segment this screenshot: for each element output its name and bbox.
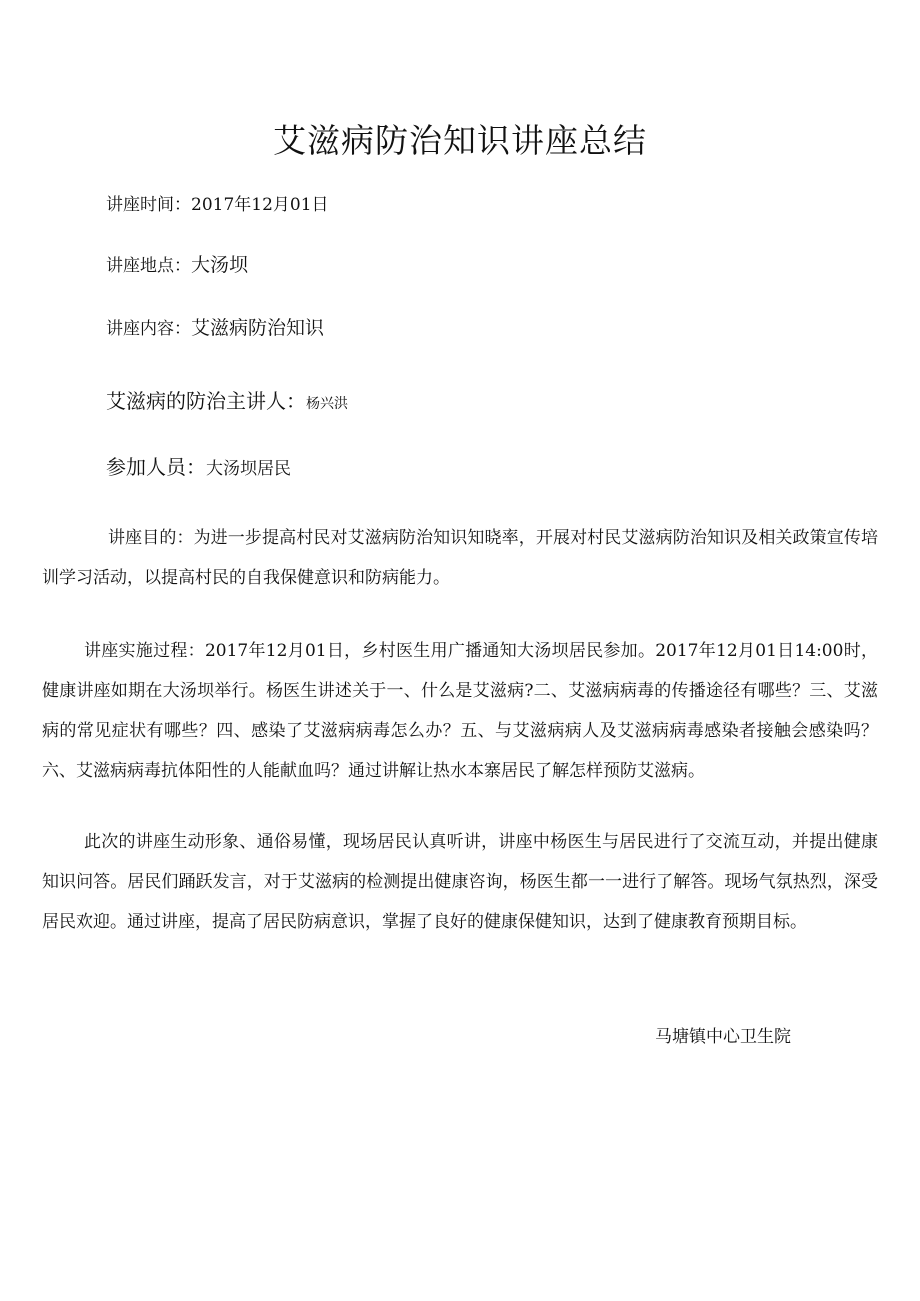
lecture-speaker-label: 艾滋病的防治主讲人： [106, 389, 306, 413]
lecture-content-value: 艾滋病防治知识 [191, 317, 325, 339]
lecture-time-value: 2017年12月01日 [191, 195, 329, 215]
signature-organization: 马塘镇中心卫生院 [655, 1027, 791, 1047]
lecture-speaker-value: 杨兴洪 [306, 396, 348, 412]
lecture-place-value: 大汤坝 [191, 254, 249, 276]
lecture-content-label: 讲座内容： [106, 319, 191, 339]
paragraph-summary: 此次的讲座生动形象、通俗易懂，现场居民认真听讲，讲座中杨医生与居民进行了交流互动，并提出健康知识问答。居民们踊跃发言，对于艾滋病的检测提出健康咨询，杨医生都一一进行了解答。现场气氛热烈，深受居民欢迎。通过讲座，提高了居民防病意识，掌握了良好的健康保健知识，达到了健康教育预期目标。 [42, 832, 878, 932]
paragraph-purpose: 讲座目的：为进一步提高村民对艾滋病防治知识知晓率，开展对村民艾滋病防治知识及相关政策宣传培训学习活动，以提高村民的自我保健意识和防病能力。 [42, 528, 878, 588]
document-title: 艾滋病防治知识讲座总结 [273, 121, 647, 160]
lecture-time-label: 讲座时间： [106, 195, 191, 215]
lecture-attendees-label: 参加人员： [106, 455, 206, 479]
lecture-attendees-value: 大汤坝居民 [206, 459, 291, 479]
lecture-attendees-line [106, 452, 291, 484]
paragraph-process: 讲座实施过程：2017年12月01日，乡村医生用广播通知大汤坝居民参加。2017年12月01日14:00时，健康讲座如期在大汤坝举行。杨医生讲述关于一、什么是艾滋病?二、艾滋病病毒的传播途径有哪些？三、艾滋病的常见症状有哪些？四、感染了艾滋病病毒怎么办？五、与艾滋病病人及艾滋病病毒感染者接触会感染吗？六、艾滋病病毒抗体阳性的人能献血吗？通过讲解让热水本寨居民了解怎样预防艾滋病。 [42, 641, 878, 781]
lecture-place-line [106, 250, 248, 281]
lecture-time-line [106, 190, 329, 220]
lecture-place-label: 讲座地点： [106, 256, 191, 276]
lecture-content-line [106, 313, 324, 344]
lecture-speaker-line [106, 386, 348, 419]
